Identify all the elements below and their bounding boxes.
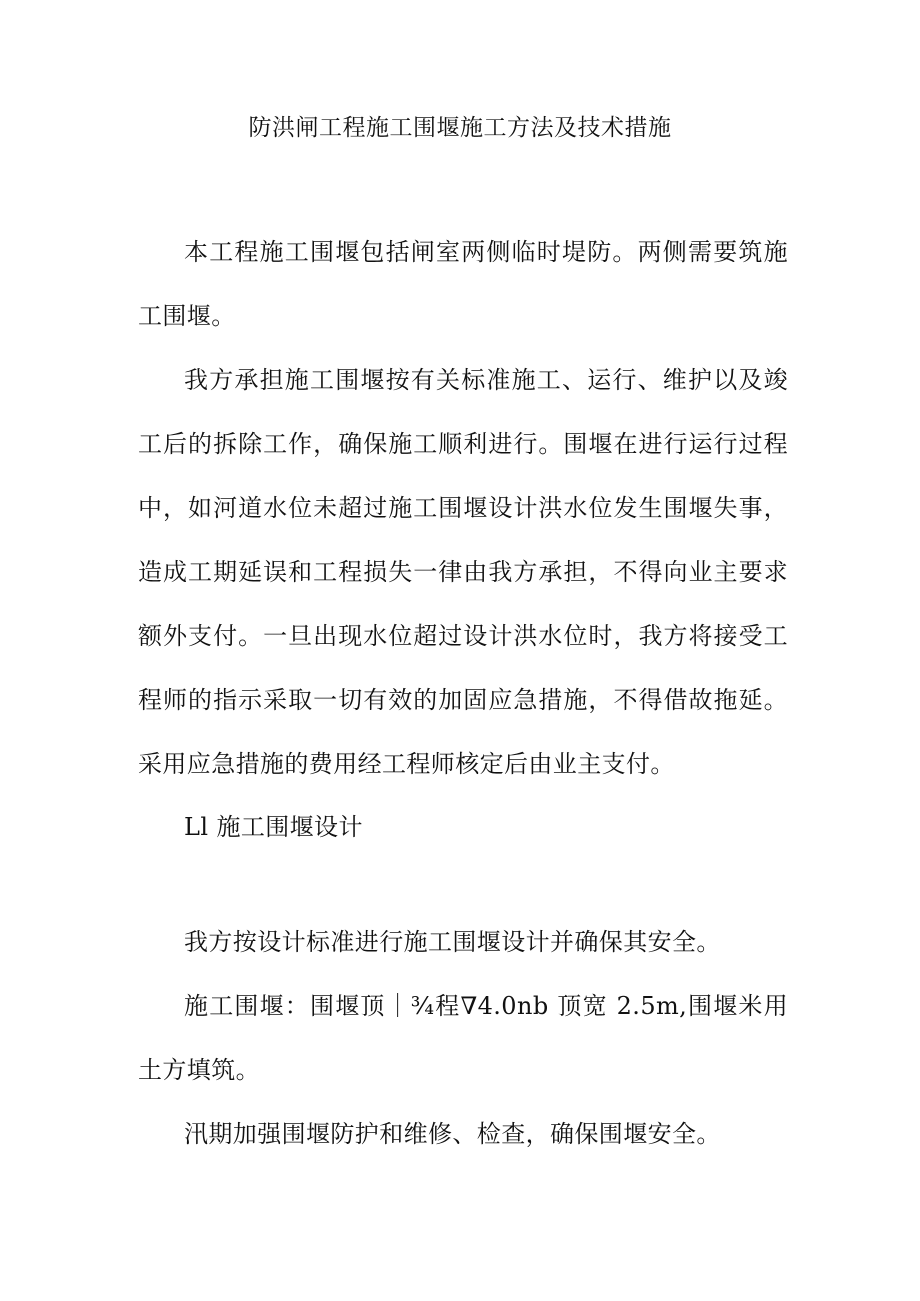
paragraph-cofferdam-responsibility: 我方承担施工围堰按有关标准施工、运行、维护以及竣工后的拆除工作，确保施工顺利进行。围堰在进行运行过程中，如河道水位未超过施工围堰设计洪水位发生围堰失事，造成工期延误和工程损失一律由我方承担，不得向业主要求额外支付。一旦出现水位超过设计洪水位时，我方将接受工程师的指示采取一切有效的加固应急措施，不得借故拖延。采用应急措施的费用经工程师核定后由业主支付。: [138, 366, 788, 778]
paragraph-design-standard: 我方按设计标准进行施工围堰设计并确保其安全。: [184, 928, 721, 956]
paragraph-cofferdam-scope: 本工程施工围堰包括闸室两侧临时堤防。两侧需要筑施工围堰。: [138, 238, 788, 330]
document-title: 防洪闸工程施工围堰施工方法及技术措施: [248, 115, 672, 141]
section-heading-cofferdam-design: Ll 施工围堰设计: [184, 813, 363, 841]
paragraph-cofferdam-spec: 施工围堰：围堰顶｜¾程∇4.0nb 顶宽 2.5m,围堰米用土方填筑。: [138, 992, 788, 1084]
paragraph-flood-season: 汛期加强围堰防护和维修、检查，确保围堰安全。: [184, 1120, 721, 1148]
